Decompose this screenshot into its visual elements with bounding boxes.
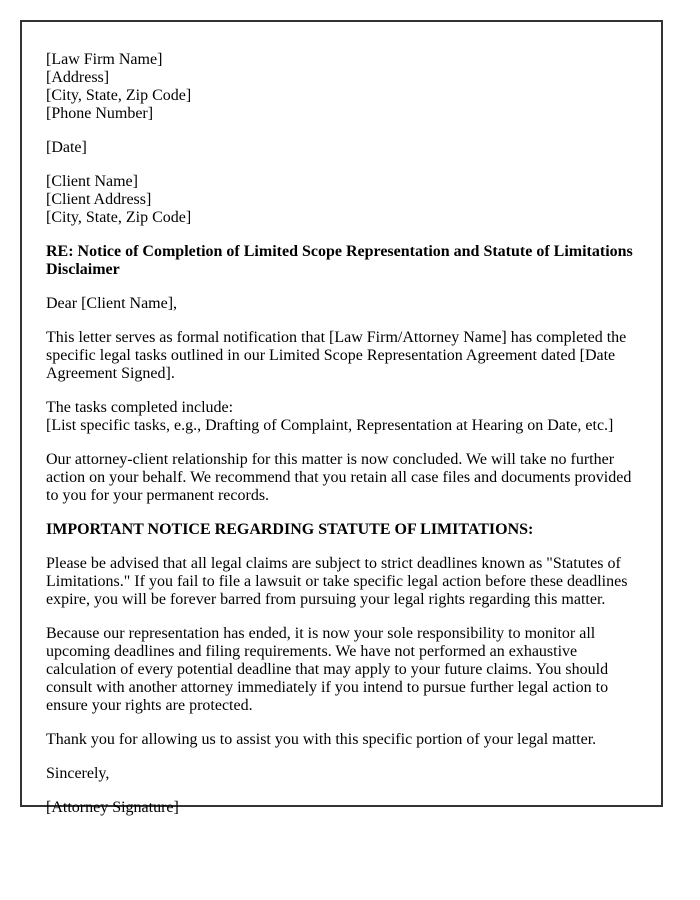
salutation: Dear [Client Name],: [46, 295, 178, 312]
date-line: [Date]: [46, 139, 87, 156]
closing-line: Sincerely,: [46, 765, 110, 782]
paragraph-conclusion-notice: Our attorney-client relationship for this matter is now concluded. We will take no further action on your behalf. We recommend that you retain all case files and documents provided to you for your permanent records.: [46, 451, 632, 504]
recipient-name-line: [Client Name]: [46, 173, 138, 190]
paragraph-responsibility-notice: Because our representation has ended, it is now your sole responsibility to monitor all upcoming deadlines and filing requirements. We have not performed an exhaustive calculation of every potential deadline that may apply to your future claims. You should consult with another attorney immediately if you intend to pursue further legal action to ensure your rights are protected.: [46, 625, 609, 714]
statute-of-limitations-heading: IMPORTANT NOTICE REGARDING STATUTE OF LIMITATIONS:: [46, 521, 534, 538]
sender-address-line: [Address]: [46, 69, 110, 86]
subject-line: RE: Notice of Completion of Limited Scope Representation and Statute of Limitations Disclaimer: [46, 243, 633, 278]
letter-document-frame: [20, 20, 663, 816]
sender-address-block: [46, 51, 633, 123]
paragraph-completion-notice: This letter serves as formal notification that [Law Firm/Attorney Name] has completed the specific legal tasks outlined in our Limited Scope Representation Agreement dated [Date Agreement Signed].: [46, 329, 627, 382]
recipient-address-block: [46, 173, 633, 227]
sender-city-state-zip-line: [City, State, Zip Code]: [46, 87, 192, 104]
signature-placeholder-line: [Attorney Signature]: [46, 799, 179, 816]
recipient-city-state-zip-line: [City, State, Zip Code]: [46, 209, 192, 226]
tasks-placeholder-line: [List specific tasks, e.g., Drafting of Complaint, Representation at Hearing on Date, etc.]: [46, 417, 614, 434]
paragraph-tasks-completed: [46, 399, 633, 435]
paragraph-statute-warning: Please be advised that all legal claims are subject to strict deadlines known as "Statutes of Limitations." If you fail to file a lawsuit or take specific legal action before these deadlines expire, you will be forever barred from pursuing your legal rights regarding this matter.: [46, 555, 628, 608]
tasks-intro-line: The tasks completed include:: [46, 399, 234, 416]
sender-firm-name-line: [Law Firm Name]: [46, 51, 163, 68]
recipient-address-line: [Client Address]: [46, 191, 152, 208]
sender-phone-line: [Phone Number]: [46, 105, 154, 122]
paragraph-thank-you: Thank you for allowing us to assist you with this specific portion of your legal matter.: [46, 731, 597, 748]
